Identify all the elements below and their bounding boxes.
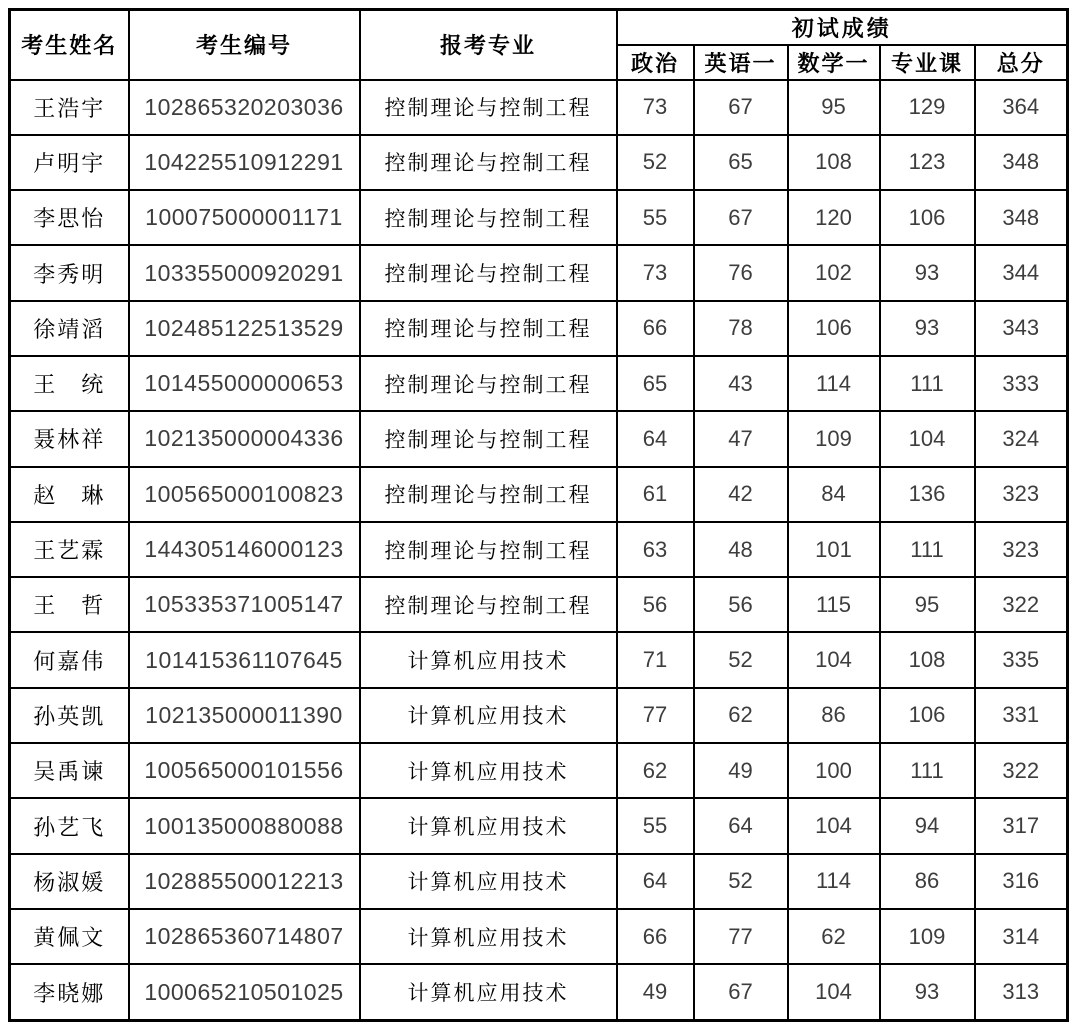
- cell-politics-score: 52: [617, 135, 694, 190]
- table-row: [10, 356, 1068, 411]
- cell-candidate-id: 101455000000653: [129, 356, 360, 411]
- cell-math-score: 108: [788, 135, 880, 190]
- cell-english-score: 43: [694, 356, 788, 411]
- cell-major: 计算机应用技术: [360, 743, 617, 798]
- cell-politics-score: 62: [617, 743, 694, 798]
- cell-course-score: 106: [880, 688, 975, 743]
- table-row: [10, 909, 1068, 964]
- cell-politics-score: 65: [617, 356, 694, 411]
- cell-candidate-name: 黄佩文: [10, 909, 129, 964]
- cell-politics-score: 71: [617, 632, 694, 687]
- cell-politics-score: 66: [617, 301, 694, 356]
- cell-candidate-name: 卢明宇: [10, 135, 129, 190]
- cell-total-score: 316: [975, 854, 1068, 909]
- cell-math-score: 84: [788, 467, 880, 522]
- cell-major: 控制理论与控制工程: [360, 356, 617, 411]
- cell-major: 控制理论与控制工程: [360, 245, 617, 300]
- cell-candidate-id: 102135000011390: [129, 688, 360, 743]
- table-row: [10, 688, 1068, 743]
- cell-total-score: 335: [975, 632, 1068, 687]
- cell-math-score: 100: [788, 743, 880, 798]
- cell-course-score: 94: [880, 798, 975, 853]
- table-row: [10, 632, 1068, 687]
- cell-english-score: 52: [694, 632, 788, 687]
- cell-politics-score: 49: [617, 964, 694, 1020]
- cell-candidate-id: 100075000001171: [129, 190, 360, 245]
- cell-major: 计算机应用技术: [360, 854, 617, 909]
- cell-english-score: 78: [694, 301, 788, 356]
- table-row: [10, 135, 1068, 190]
- cell-candidate-id: 102865360714807: [129, 909, 360, 964]
- cell-course-score: 111: [880, 522, 975, 577]
- cell-math-score: 114: [788, 356, 880, 411]
- cell-candidate-name: 吴禹谏: [10, 743, 129, 798]
- cell-math-score: 86: [788, 688, 880, 743]
- header-score-group: 初试成绩: [617, 10, 1068, 45]
- cell-major: 控制理论与控制工程: [360, 190, 617, 245]
- cell-major: 控制理论与控制工程: [360, 135, 617, 190]
- cell-math-score: 62: [788, 909, 880, 964]
- header-math-one: 数学一: [788, 45, 880, 80]
- cell-course-score: 93: [880, 301, 975, 356]
- cell-politics-score: 55: [617, 798, 694, 853]
- header-politics: 政治: [617, 45, 694, 80]
- table-row: [10, 301, 1068, 356]
- cell-major: 计算机应用技术: [360, 964, 617, 1020]
- cell-total-score: 344: [975, 245, 1068, 300]
- cell-candidate-name: 孙艺飞: [10, 798, 129, 853]
- cell-math-score: 106: [788, 301, 880, 356]
- cell-candidate-id: 101415361107645: [129, 632, 360, 687]
- cell-major: 控制理论与控制工程: [360, 301, 617, 356]
- table-row: [10, 577, 1068, 632]
- cell-major: 计算机应用技术: [360, 909, 617, 964]
- cell-english-score: 67: [694, 964, 788, 1020]
- cell-candidate-id: 144305146000123: [129, 522, 360, 577]
- cell-candidate-id: 100565000101556: [129, 743, 360, 798]
- cell-major: 控制理论与控制工程: [360, 467, 617, 522]
- cell-candidate-name: 王艺霖: [10, 522, 129, 577]
- cell-major: 计算机应用技术: [360, 632, 617, 687]
- cell-candidate-name: 徐靖滔: [10, 301, 129, 356]
- cell-math-score: 102: [788, 245, 880, 300]
- cell-major: 计算机应用技术: [360, 688, 617, 743]
- cell-politics-score: 55: [617, 190, 694, 245]
- cell-major: 控制理论与控制工程: [360, 577, 617, 632]
- header-candidate-name: 考生姓名: [10, 10, 129, 80]
- cell-course-score: 108: [880, 632, 975, 687]
- cell-math-score: 114: [788, 854, 880, 909]
- cell-course-score: 86: [880, 854, 975, 909]
- cell-total-score: 313: [975, 964, 1068, 1020]
- cell-politics-score: 64: [617, 411, 694, 466]
- cell-candidate-name: 孙英凯: [10, 688, 129, 743]
- cell-major: 计算机应用技术: [360, 798, 617, 853]
- table-row: [10, 80, 1068, 135]
- cell-politics-score: 56: [617, 577, 694, 632]
- cell-politics-score: 61: [617, 467, 694, 522]
- cell-candidate-name: 李思怡: [10, 190, 129, 245]
- cell-total-score: 323: [975, 522, 1068, 577]
- cell-course-score: 129: [880, 80, 975, 135]
- cell-politics-score: 66: [617, 909, 694, 964]
- cell-candidate-id: 102485122513529: [129, 301, 360, 356]
- admission-scores-table: [8, 8, 1069, 1022]
- cell-total-score: 322: [975, 577, 1068, 632]
- cell-english-score: 42: [694, 467, 788, 522]
- cell-math-score: 115: [788, 577, 880, 632]
- cell-math-score: 120: [788, 190, 880, 245]
- cell-candidate-id: 105335371005147: [129, 577, 360, 632]
- cell-candidate-name: 杨淑媛: [10, 854, 129, 909]
- cell-candidate-name: 李晓娜: [10, 964, 129, 1020]
- cell-politics-score: 73: [617, 245, 694, 300]
- cell-politics-score: 73: [617, 80, 694, 135]
- cell-english-score: 77: [694, 909, 788, 964]
- cell-course-score: 111: [880, 743, 975, 798]
- cell-math-score: 95: [788, 80, 880, 135]
- cell-course-score: 93: [880, 245, 975, 300]
- cell-candidate-name: 聂林祥: [10, 411, 129, 466]
- cell-candidate-id: 100135000880088: [129, 798, 360, 853]
- cell-math-score: 109: [788, 411, 880, 466]
- cell-english-score: 48: [694, 522, 788, 577]
- table-row: [10, 798, 1068, 853]
- cell-math-score: 104: [788, 964, 880, 1020]
- cell-course-score: 104: [880, 411, 975, 466]
- table-row: [10, 467, 1068, 522]
- cell-candidate-id: 102135000004336: [129, 411, 360, 466]
- cell-course-score: 109: [880, 909, 975, 964]
- cell-major: 控制理论与控制工程: [360, 411, 617, 466]
- cell-math-score: 104: [788, 798, 880, 853]
- cell-english-score: 56: [694, 577, 788, 632]
- cell-candidate-id: 102865320203036: [129, 80, 360, 135]
- cell-course-score: 106: [880, 190, 975, 245]
- cell-total-score: 323: [975, 467, 1068, 522]
- table-row: [10, 190, 1068, 245]
- cell-english-score: 76: [694, 245, 788, 300]
- cell-math-score: 104: [788, 632, 880, 687]
- cell-total-score: 331: [975, 688, 1068, 743]
- table-row: [10, 854, 1068, 909]
- cell-english-score: 47: [694, 411, 788, 466]
- table-row: [10, 245, 1068, 300]
- cell-english-score: 64: [694, 798, 788, 853]
- cell-course-score: 136: [880, 467, 975, 522]
- cell-candidate-name: 赵 琳: [10, 467, 129, 522]
- cell-total-score: 324: [975, 411, 1068, 466]
- cell-major: 控制理论与控制工程: [360, 522, 617, 577]
- cell-candidate-id: 100565000100823: [129, 467, 360, 522]
- cell-total-score: 343: [975, 301, 1068, 356]
- header-candidate-id: 考生编号: [129, 10, 360, 80]
- cell-total-score: 322: [975, 743, 1068, 798]
- cell-politics-score: 63: [617, 522, 694, 577]
- cell-total-score: 364: [975, 80, 1068, 135]
- table-row: [10, 743, 1068, 798]
- table-header: [10, 10, 1068, 80]
- cell-total-score: 348: [975, 190, 1068, 245]
- cell-candidate-name: 李秀明: [10, 245, 129, 300]
- cell-course-score: 93: [880, 964, 975, 1020]
- table-body: [10, 80, 1068, 1021]
- cell-candidate-name: 何嘉伟: [10, 632, 129, 687]
- header-major-course: 专业课: [880, 45, 975, 80]
- cell-candidate-id: 100065210501025: [129, 964, 360, 1020]
- cell-candidate-id: 102885500012213: [129, 854, 360, 909]
- cell-english-score: 67: [694, 80, 788, 135]
- cell-course-score: 123: [880, 135, 975, 190]
- cell-english-score: 67: [694, 190, 788, 245]
- cell-english-score: 49: [694, 743, 788, 798]
- cell-candidate-name: 王 统: [10, 356, 129, 411]
- cell-politics-score: 64: [617, 854, 694, 909]
- table-row: [10, 522, 1068, 577]
- cell-total-score: 314: [975, 909, 1068, 964]
- header-english-one: 英语一: [694, 45, 788, 80]
- header-total: 总分: [975, 45, 1068, 80]
- table-row: [10, 964, 1068, 1020]
- cell-total-score: 348: [975, 135, 1068, 190]
- cell-total-score: 333: [975, 356, 1068, 411]
- cell-english-score: 52: [694, 854, 788, 909]
- cell-course-score: 95: [880, 577, 975, 632]
- cell-course-score: 111: [880, 356, 975, 411]
- header-row-top: [10, 10, 1068, 45]
- cell-math-score: 101: [788, 522, 880, 577]
- table-row: [10, 411, 1068, 466]
- cell-english-score: 65: [694, 135, 788, 190]
- cell-candidate-name: 王浩宇: [10, 80, 129, 135]
- cell-candidate-id: 104225510912291: [129, 135, 360, 190]
- cell-english-score: 62: [694, 688, 788, 743]
- cell-candidate-id: 103355000920291: [129, 245, 360, 300]
- cell-politics-score: 77: [617, 688, 694, 743]
- header-major: 报考专业: [360, 10, 617, 80]
- cell-candidate-name: 王 哲: [10, 577, 129, 632]
- cell-major: 控制理论与控制工程: [360, 80, 617, 135]
- cell-total-score: 317: [975, 798, 1068, 853]
